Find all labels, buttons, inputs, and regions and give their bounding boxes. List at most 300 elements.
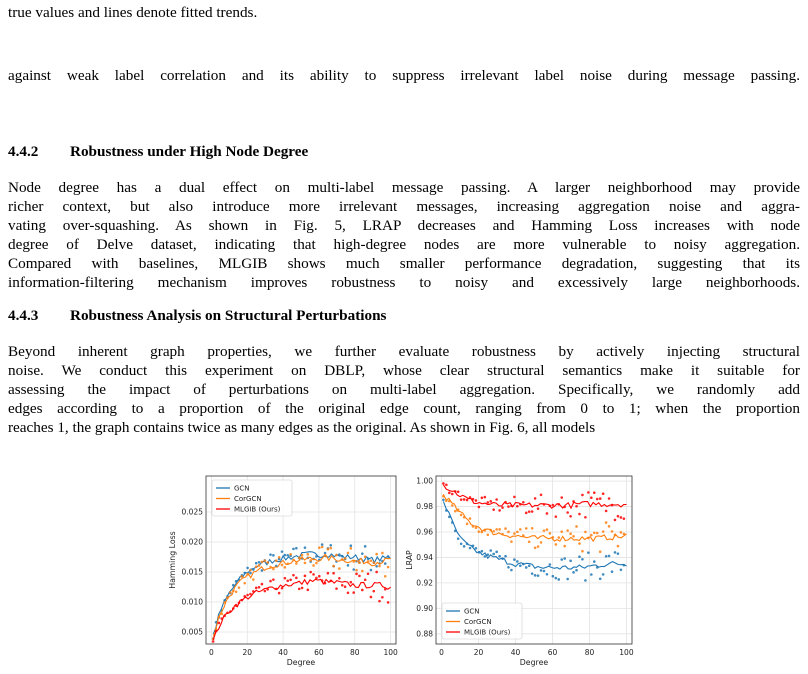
data-point bbox=[289, 578, 292, 581]
data-point bbox=[295, 547, 298, 550]
legend-label: MLGIB (Ours) bbox=[464, 628, 511, 637]
paragraph-line: Node degree has a dual effect on multi-label message passing. A larger neighborhood may provide bbox=[8, 179, 800, 196]
data-point bbox=[315, 562, 318, 565]
data-point bbox=[255, 566, 258, 569]
data-point bbox=[492, 530, 495, 533]
data-point bbox=[486, 533, 489, 536]
data-point bbox=[552, 504, 555, 507]
data-point bbox=[442, 498, 445, 501]
data-point bbox=[301, 554, 304, 557]
y-tick-label: 1.00 bbox=[416, 476, 433, 486]
data-point bbox=[620, 568, 623, 571]
data-point bbox=[451, 504, 454, 507]
data-point bbox=[481, 550, 484, 553]
data-point bbox=[327, 548, 330, 551]
data-point bbox=[364, 545, 367, 548]
data-point bbox=[605, 555, 608, 558]
data-point bbox=[309, 559, 312, 562]
data-point bbox=[445, 483, 448, 486]
data-point bbox=[278, 592, 281, 595]
x-tick-label: 0 bbox=[439, 648, 444, 657]
x-tick-label: 60 bbox=[547, 648, 558, 657]
data-point bbox=[546, 528, 549, 531]
data-point bbox=[531, 510, 534, 513]
data-point bbox=[587, 491, 590, 494]
data-point bbox=[246, 567, 249, 570]
chart-1 bbox=[168, 476, 398, 667]
data-point bbox=[387, 601, 390, 604]
data-point bbox=[513, 532, 516, 535]
data-point bbox=[286, 554, 289, 557]
data-point bbox=[338, 577, 341, 580]
data-point bbox=[269, 553, 272, 556]
y-tick-label: 0.94 bbox=[416, 553, 433, 563]
data-point bbox=[327, 572, 330, 575]
data-point bbox=[569, 560, 572, 563]
data-point bbox=[614, 551, 617, 554]
data-point bbox=[475, 499, 478, 502]
data-point bbox=[332, 572, 335, 575]
y-tick-label: 0.010 bbox=[181, 597, 203, 607]
data-point bbox=[361, 552, 364, 555]
data-point bbox=[344, 557, 347, 560]
data-point bbox=[537, 545, 540, 548]
data-point bbox=[495, 498, 498, 501]
y-tick-label: 0.020 bbox=[181, 537, 203, 547]
data-point bbox=[575, 525, 578, 528]
data-point bbox=[575, 569, 578, 572]
data-point bbox=[543, 570, 546, 573]
legend bbox=[212, 480, 292, 516]
x-tick-label: 80 bbox=[584, 648, 595, 657]
data-point bbox=[617, 545, 620, 548]
data-point bbox=[355, 573, 358, 576]
data-point bbox=[507, 566, 510, 569]
data-point bbox=[617, 552, 620, 555]
data-point bbox=[540, 493, 543, 496]
data-point bbox=[249, 572, 252, 575]
data-point bbox=[281, 550, 284, 553]
data-point bbox=[469, 547, 472, 550]
data-point bbox=[367, 572, 370, 575]
data-point bbox=[321, 543, 324, 546]
data-point bbox=[370, 559, 373, 562]
data-point bbox=[352, 591, 355, 594]
data-point bbox=[370, 569, 373, 572]
intro-paragraph: against weak label correlation and its ability to suppress irrelevant label noise during message passing. bbox=[8, 67, 800, 84]
data-point bbox=[212, 640, 215, 643]
data-point bbox=[596, 532, 599, 535]
paragraph-line: information-filtering mechanism improves robustness to noisy and excessively large neighborhoods. bbox=[8, 274, 800, 291]
legend bbox=[442, 603, 522, 639]
data-point bbox=[560, 496, 563, 499]
data-point bbox=[292, 548, 295, 551]
section-number: 4.4.3 bbox=[8, 307, 39, 324]
y-axis-label: LRAP bbox=[405, 550, 414, 570]
data-point bbox=[304, 562, 307, 565]
data-point bbox=[557, 578, 560, 581]
x-tick-label: 40 bbox=[510, 648, 521, 657]
data-point bbox=[522, 501, 525, 504]
data-point bbox=[355, 569, 358, 572]
data-point bbox=[605, 510, 608, 513]
data-point bbox=[549, 532, 552, 535]
data-point bbox=[350, 547, 353, 550]
data-point bbox=[581, 494, 584, 497]
data-point bbox=[602, 573, 605, 576]
data-point bbox=[540, 569, 543, 572]
y-tick-label: 0.96 bbox=[416, 527, 433, 537]
legend-label: GCN bbox=[234, 484, 250, 493]
y-tick-label: 0.015 bbox=[181, 567, 203, 577]
data-point bbox=[531, 572, 534, 575]
data-point bbox=[590, 573, 593, 576]
data-point bbox=[563, 545, 566, 548]
paragraph-line: edges according to a proportion of the original edge count, ranging from 0 to 1; when the proportion bbox=[8, 400, 800, 417]
data-point bbox=[534, 546, 537, 549]
data-point bbox=[549, 563, 552, 566]
data-point bbox=[258, 561, 261, 564]
data-point bbox=[275, 559, 278, 562]
data-point bbox=[516, 560, 519, 563]
data-point bbox=[484, 555, 487, 558]
data-point bbox=[261, 583, 264, 586]
section-title: Robustness Analysis on Structural Perturbations bbox=[70, 307, 387, 324]
data-point bbox=[387, 566, 390, 569]
y-tick-label: 0.025 bbox=[181, 507, 203, 517]
data-point bbox=[312, 573, 315, 576]
y-tick-label: 0.88 bbox=[416, 629, 433, 639]
data-point bbox=[528, 540, 531, 543]
data-point bbox=[329, 547, 332, 550]
data-point bbox=[460, 514, 463, 517]
x-tick-label: 20 bbox=[242, 648, 252, 657]
data-point bbox=[599, 550, 602, 553]
y-axis-label: Hamming Loss bbox=[168, 531, 177, 589]
data-point bbox=[620, 516, 623, 519]
data-point bbox=[381, 596, 384, 599]
data-point bbox=[513, 558, 516, 561]
data-point bbox=[546, 512, 549, 515]
data-point bbox=[498, 528, 501, 531]
series-gcn bbox=[442, 498, 626, 581]
section-title: Robustness under High Node Degree bbox=[70, 143, 309, 160]
data-point bbox=[578, 542, 581, 545]
data-point bbox=[361, 570, 364, 573]
data-point bbox=[555, 543, 558, 546]
data-point bbox=[292, 574, 295, 577]
data-point bbox=[304, 575, 307, 578]
data-point bbox=[475, 547, 478, 550]
data-point bbox=[457, 490, 460, 493]
data-point bbox=[513, 496, 516, 499]
data-point bbox=[347, 591, 350, 594]
paragraph-line: assessing the impact of perturbations on multi-label aggregation. Specifically, we randomly add bbox=[8, 381, 800, 398]
data-point bbox=[492, 508, 495, 511]
section-number: 4.4.2 bbox=[8, 143, 39, 160]
data-point bbox=[375, 553, 378, 556]
data-point bbox=[255, 587, 258, 590]
data-point bbox=[352, 568, 355, 571]
data-point bbox=[347, 564, 350, 567]
data-point bbox=[372, 561, 375, 564]
data-point bbox=[284, 577, 287, 580]
data-point bbox=[484, 496, 487, 499]
data-point bbox=[448, 492, 451, 495]
data-point bbox=[593, 491, 596, 494]
data-point bbox=[466, 523, 469, 526]
data-point bbox=[344, 585, 347, 588]
data-point bbox=[608, 555, 611, 558]
data-point bbox=[599, 497, 602, 500]
data-point bbox=[249, 569, 252, 572]
data-point bbox=[463, 498, 466, 501]
data-point bbox=[593, 532, 596, 535]
data-point bbox=[498, 555, 501, 558]
data-point bbox=[605, 521, 608, 524]
data-point bbox=[263, 590, 266, 593]
data-point bbox=[460, 498, 463, 501]
data-point bbox=[278, 556, 281, 559]
data-point bbox=[578, 513, 581, 516]
data-point bbox=[525, 512, 528, 515]
data-point bbox=[608, 525, 611, 528]
data-point bbox=[617, 515, 620, 518]
data-point bbox=[460, 542, 463, 545]
data-point bbox=[263, 559, 266, 562]
chart-2 bbox=[405, 476, 634, 667]
data-point bbox=[241, 575, 244, 578]
data-point bbox=[498, 509, 501, 512]
data-point bbox=[358, 575, 361, 578]
series-corgcn bbox=[212, 546, 391, 640]
data-point bbox=[608, 497, 611, 500]
data-point bbox=[284, 566, 287, 569]
data-point bbox=[534, 574, 537, 577]
data-point bbox=[537, 574, 540, 577]
data-point bbox=[575, 505, 578, 508]
data-point bbox=[623, 517, 626, 520]
data-point bbox=[507, 531, 510, 534]
data-point bbox=[593, 560, 596, 563]
data-point bbox=[350, 544, 353, 547]
data-point bbox=[537, 507, 540, 510]
data-point bbox=[560, 558, 563, 561]
data-point bbox=[463, 545, 466, 548]
data-point bbox=[295, 577, 298, 580]
data-point bbox=[312, 564, 315, 567]
x-tick-label: 20 bbox=[473, 648, 484, 657]
data-point bbox=[620, 531, 623, 534]
data-point bbox=[507, 505, 510, 508]
data-point bbox=[284, 554, 287, 557]
data-point bbox=[289, 553, 292, 556]
data-point bbox=[364, 555, 367, 558]
paragraph-line: noise. We conduct this experiment on DBLP, whose clear structural semantics make it suitable for bbox=[8, 362, 800, 379]
data-point bbox=[489, 500, 492, 503]
data-point bbox=[372, 590, 375, 593]
data-point bbox=[602, 492, 605, 495]
data-point bbox=[324, 552, 327, 555]
data-point bbox=[347, 552, 350, 555]
data-point bbox=[531, 527, 534, 530]
data-point bbox=[525, 527, 528, 530]
data-point bbox=[350, 581, 353, 584]
data-point bbox=[590, 496, 593, 499]
data-point bbox=[581, 550, 584, 553]
data-point bbox=[301, 587, 304, 590]
data-point bbox=[364, 578, 367, 581]
data-point bbox=[329, 544, 332, 547]
data-point bbox=[566, 529, 569, 532]
data-point bbox=[478, 506, 481, 509]
data-point bbox=[516, 531, 519, 534]
data-point bbox=[516, 505, 519, 508]
data-point bbox=[442, 482, 445, 485]
data-point bbox=[555, 577, 558, 580]
paragraph-line: vating over-squashing. As shown in Fig. 5, LRAP decreases and Hamming Loss increases with node bbox=[8, 217, 800, 234]
data-point bbox=[335, 554, 338, 557]
data-point bbox=[504, 527, 507, 530]
data-point bbox=[252, 578, 255, 581]
data-point bbox=[590, 534, 593, 537]
data-point bbox=[261, 561, 264, 564]
data-point bbox=[614, 519, 617, 522]
data-point bbox=[304, 546, 307, 549]
data-point bbox=[528, 565, 531, 568]
paragraph-line: reaches 1, the graph contains twice as many edges as the original. As shown in Fig. 6, all models bbox=[8, 419, 596, 436]
data-point bbox=[269, 580, 272, 583]
data-point bbox=[318, 575, 321, 578]
legend-label: CorGCN bbox=[464, 618, 492, 627]
data-point bbox=[519, 564, 522, 567]
data-point bbox=[307, 553, 310, 556]
paragraph-line: degree of Delve dataset, indicating that high-degree nodes are more vulnerable to noisy aggregation. bbox=[8, 236, 800, 253]
data-point bbox=[572, 571, 575, 574]
data-point bbox=[309, 571, 312, 574]
data-point bbox=[552, 575, 555, 578]
figure-caption-tail: true values and lines denote fitted trends. bbox=[8, 4, 258, 21]
data-point bbox=[560, 530, 563, 533]
data-point bbox=[272, 578, 275, 581]
data-point bbox=[361, 589, 364, 592]
data-point bbox=[378, 600, 381, 603]
data-point bbox=[528, 510, 531, 513]
data-point bbox=[611, 530, 614, 533]
data-point bbox=[384, 575, 387, 578]
x-axis-label: Degree bbox=[519, 658, 549, 667]
x-tick-label: 40 bbox=[278, 648, 288, 657]
data-point bbox=[466, 499, 469, 502]
y-tick-label: 0.005 bbox=[181, 627, 203, 637]
data-point bbox=[375, 571, 378, 574]
x-tick-label: 80 bbox=[350, 648, 360, 657]
data-point bbox=[540, 541, 543, 544]
x-tick-label: 100 bbox=[383, 648, 398, 657]
data-point bbox=[572, 535, 575, 538]
data-point bbox=[332, 565, 335, 568]
data-point bbox=[229, 591, 232, 594]
data-point bbox=[218, 622, 221, 625]
data-point bbox=[243, 582, 246, 585]
data-point bbox=[266, 561, 269, 564]
data-point bbox=[281, 564, 284, 567]
data-point bbox=[341, 584, 344, 587]
data-point bbox=[469, 517, 472, 520]
data-point bbox=[495, 551, 498, 554]
legend-label: MLGIB (Ours) bbox=[234, 505, 281, 514]
data-point bbox=[246, 594, 249, 597]
data-point bbox=[602, 530, 605, 533]
data-point bbox=[370, 596, 373, 599]
data-point bbox=[501, 506, 504, 509]
data-point bbox=[258, 564, 261, 567]
data-point bbox=[489, 549, 492, 552]
data-point bbox=[519, 528, 522, 531]
data-point bbox=[596, 498, 599, 501]
data-point bbox=[581, 558, 584, 561]
data-point bbox=[235, 590, 238, 593]
data-point bbox=[504, 555, 507, 558]
paragraph-line: richer context, but also introduce more irrelevant messages, increasing aggregation noise and aggra- bbox=[8, 198, 800, 215]
data-point bbox=[321, 546, 324, 549]
data-point bbox=[384, 562, 387, 565]
data-point bbox=[286, 579, 289, 582]
data-point bbox=[510, 569, 513, 572]
data-point bbox=[375, 565, 378, 568]
data-point bbox=[599, 577, 602, 580]
paragraph-line: Beyond inherent graph properties, we further evaluate robustness by actively injecting structural bbox=[8, 343, 800, 360]
data-point bbox=[546, 573, 549, 576]
data-point bbox=[486, 501, 489, 504]
x-tick-label: 100 bbox=[619, 648, 634, 657]
y-tick-label: 0.90 bbox=[416, 603, 433, 613]
y-tick-label: 0.98 bbox=[416, 502, 433, 512]
trend-line bbox=[213, 556, 390, 637]
data-point bbox=[478, 530, 481, 533]
legend-label: GCN bbox=[464, 607, 480, 616]
y-tick-label: 0.92 bbox=[416, 578, 433, 588]
data-point bbox=[238, 586, 241, 589]
data-point bbox=[255, 562, 258, 565]
data-point bbox=[566, 578, 569, 581]
data-point bbox=[578, 555, 581, 558]
data-point bbox=[569, 532, 572, 535]
data-point bbox=[261, 569, 264, 572]
data-point bbox=[566, 511, 569, 514]
data-point bbox=[584, 516, 587, 519]
data-point bbox=[569, 515, 572, 518]
data-point bbox=[584, 531, 587, 534]
data-point bbox=[298, 588, 301, 591]
data-point bbox=[611, 570, 614, 573]
data-point bbox=[454, 510, 457, 513]
data-point bbox=[510, 540, 513, 543]
data-point bbox=[495, 528, 498, 531]
series-mlgib-ours- bbox=[442, 482, 626, 521]
data-point bbox=[307, 589, 310, 592]
x-tick-label: 60 bbox=[314, 648, 324, 657]
data-point bbox=[587, 551, 590, 554]
data-point bbox=[563, 557, 566, 560]
paragraph-line: Compared with baselines, MLGIB shows much smaller performance degradation, suggesting that its bbox=[8, 255, 800, 272]
x-tick-label: 0 bbox=[208, 648, 214, 657]
data-point bbox=[557, 536, 560, 539]
data-point bbox=[338, 567, 341, 570]
data-point bbox=[258, 586, 261, 589]
data-point bbox=[534, 497, 537, 500]
data-point bbox=[451, 493, 454, 496]
